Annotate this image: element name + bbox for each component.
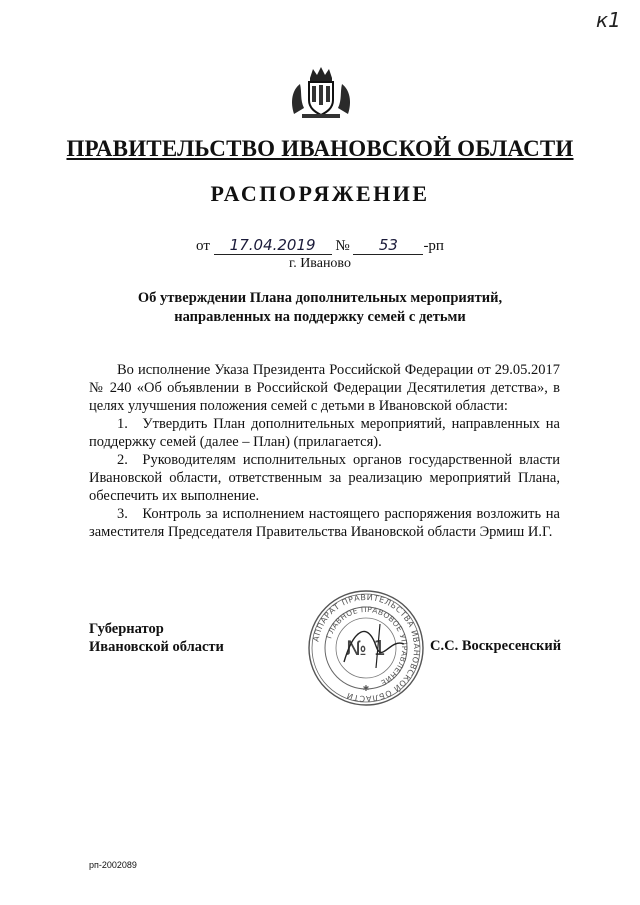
city-line: г. Иваново <box>289 256 351 271</box>
svg-text:ГЛАВНОЕ ПРАВОВОЕ УПРАВЛЕНИЕ: ГЛАВНОЕ ПРАВОВОЕ УПРАВЛЕНИЕ <box>324 604 410 688</box>
date-number-line <box>120 236 520 255</box>
handwritten-corner-mark: к1 <box>596 8 621 32</box>
government-title: ПРАВИТЕЛЬСТВО ИВАНОВСКОЙ ОБЛАСТИ <box>66 136 574 161</box>
document-subject <box>80 289 560 327</box>
body-item-1: 1. Утвердить План дополнительных мероприятий, направленных на поддержку семей (далее – План) (прилагается). <box>89 416 560 450</box>
document-date: 17.04.2019 <box>214 236 332 255</box>
svg-text:✱: ✱ <box>362 684 370 693</box>
date-prefix: от <box>196 238 210 254</box>
subject-line-1: Об утверждении Плана дополнительных мероприятий, <box>137 290 503 306</box>
document-body <box>89 361 560 541</box>
subject-line-2: направленных на поддержку семей с детьми <box>174 309 466 325</box>
document-type: РАСПОРЯЖЕНИЕ <box>210 181 430 206</box>
coat-of-arms-icon <box>288 64 354 120</box>
official-stamp-icon <box>306 588 426 708</box>
signature-position <box>89 620 224 656</box>
svg-text:№ 1: № 1 <box>346 636 386 660</box>
number-sign: № <box>335 238 350 254</box>
document-number: 53 <box>353 236 423 255</box>
body-item-3: 3. Контроль за исполнением настоящего распоряжения возложить на заместителя Председателя Правительства Ивановской области Эрмиш И.Г. <box>89 506 560 540</box>
position-line-2: Ивановской области <box>89 639 224 655</box>
signatory-name: С.С. Воскресенский <box>430 638 562 654</box>
number-suffix: -рп <box>423 238 444 254</box>
svg-text:АППАРАТ ПРАВИТЕЛЬСТВА ИВАНОВСК: АППАРАТ ПРАВИТЕЛЬСТВА ИВАНОВСКОЙ ОБЛАСТИ <box>311 592 422 704</box>
body-item-2: 2. Руководителям исполнительных органов государственной власти Ивановской области, ответственным за реализацию мероприятий Плана, обеспечить их выполнение. <box>89 452 560 504</box>
document-code: рп-2002089 <box>89 860 137 870</box>
position-line-1: Губернатор <box>89 621 164 637</box>
body-intro: Во исполнение Указа Президента Российской Федерации от 29.05.2017 № 240 «Об объявлении в Российской Федерации Десятилетия детства», в целях улучшения положения семей с детьми в Ивановской области: <box>89 362 560 414</box>
